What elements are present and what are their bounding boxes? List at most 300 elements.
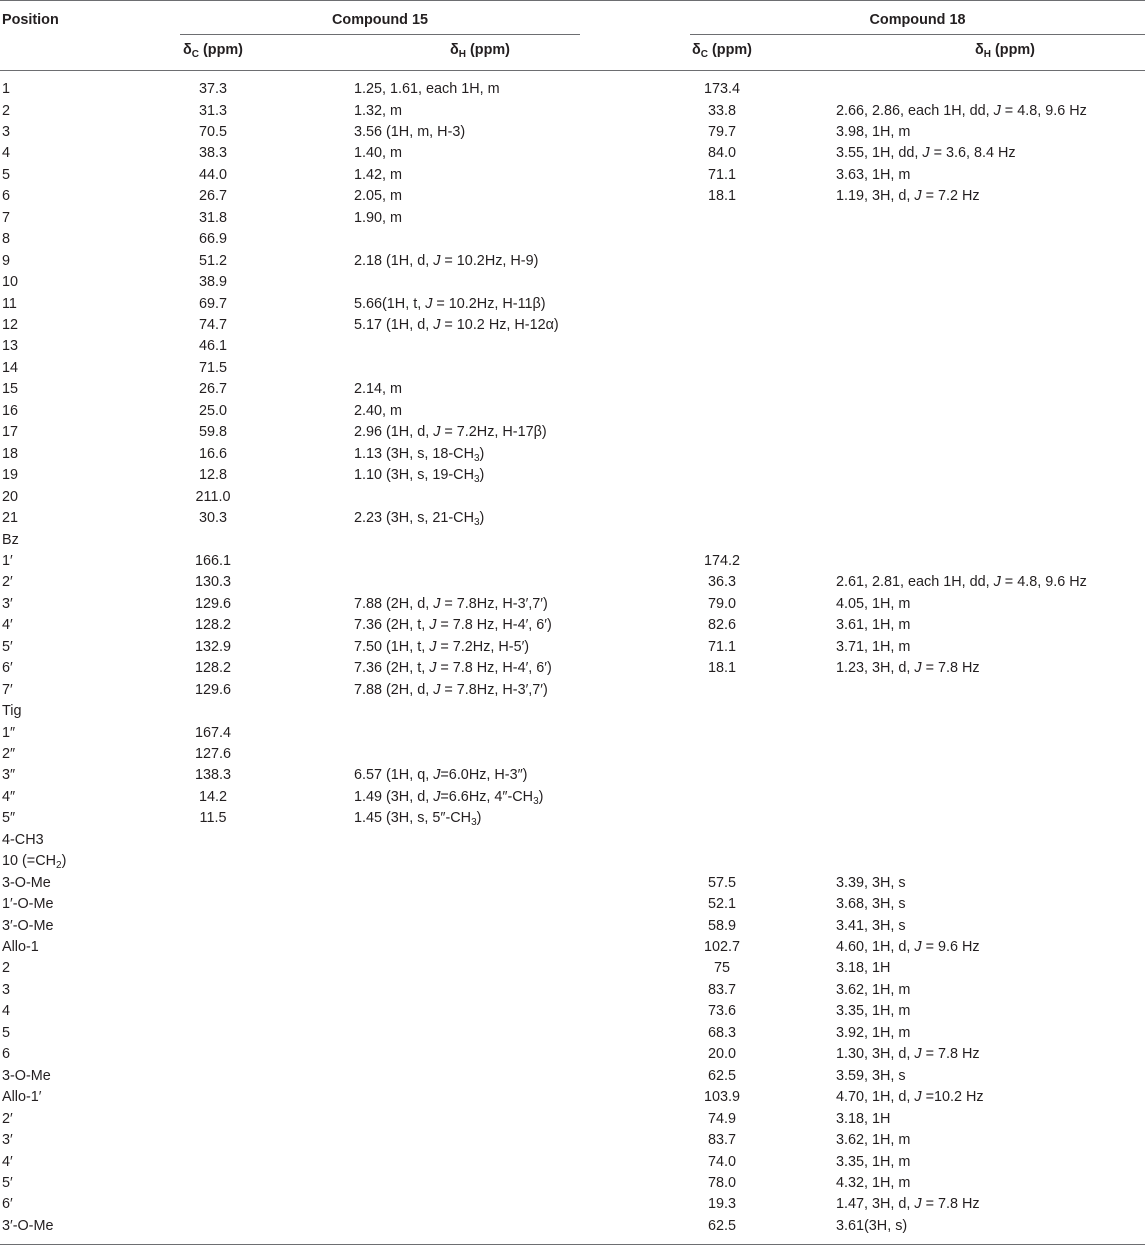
text-run: 5 — [2, 166, 11, 183]
position-cell — [2, 101, 10, 122]
text-run: = 7.8 Hz — [921, 660, 980, 677]
text-run: Allo-1 — [2, 939, 39, 955]
text-run: 5″ — [2, 810, 16, 827]
italic-text: J — [914, 660, 922, 677]
position-cell — [2, 1066, 51, 1087]
delta-c-18-cell: 174.2 — [703, 552, 740, 569]
delta-c-18-cell: 75 — [713, 960, 730, 977]
text-run: 1.49 (3H, d, — [354, 788, 434, 805]
delta-h-15-cell — [354, 615, 552, 636]
text-run: 3.59, 3H, s — [836, 1067, 906, 1084]
delta-c-18-cell: 62.5 — [707, 1067, 736, 1084]
text-run: 3.62, 1H, m — [836, 1132, 911, 1148]
text-run: 10 (=CH — [2, 853, 56, 870]
text-run: 1.23, 3H, d, — [836, 660, 915, 677]
delta-c-15-cell: 132.9 — [194, 638, 231, 655]
delta-h-15-cell — [354, 208, 402, 229]
delta-c-15-cell: 129.6 — [194, 595, 231, 612]
position-cell — [2, 830, 44, 851]
position-cell — [2, 122, 10, 143]
italic-text: J — [914, 939, 922, 955]
text-run: = 7.8 Hz, H-4′, 6′) — [436, 660, 552, 677]
delta-h-18-cell — [836, 1001, 910, 1022]
text-run: 3.92, 1H, m — [836, 1024, 911, 1041]
text-run: 11 — [2, 295, 17, 312]
text-run: = 7.8 Hz — [921, 1046, 980, 1063]
delta-h-15-cell — [354, 765, 527, 786]
header-delta-h-18 — [905, 40, 1105, 65]
text-run: 2.61, 2.81, each 1H, dd, — [836, 574, 994, 591]
delta-c-15-cell: 128.2 — [194, 660, 231, 677]
text-run: 6′ — [2, 660, 13, 677]
text-run: 4.05, 1H, m — [836, 595, 911, 612]
text-run: 3′ — [2, 1132, 13, 1148]
italic-text: J — [429, 638, 437, 655]
text-run: 1.30, 3H, d, — [836, 1046, 915, 1063]
text-run: 2′ — [2, 574, 13, 591]
text-run: 3.62, 1H, m — [836, 981, 911, 998]
italic-text: J — [433, 681, 441, 698]
position-cell — [2, 508, 18, 529]
delta-h-18-cell — [836, 594, 910, 615]
delta-h-18-cell — [836, 980, 910, 1001]
delta-c-18-cell: 102.7 — [703, 939, 740, 955]
delta-c-15-cell: 14.2 — [198, 788, 227, 805]
text-run: 3.56 (1H, m, H-3) — [354, 123, 466, 140]
position-cell — [2, 1216, 53, 1237]
delta-h-subscript: H — [458, 49, 466, 60]
italic-text: J — [433, 595, 441, 612]
text-run: = 7.8 Hz — [921, 1196, 980, 1213]
delta-c-15-cell: 26.7 — [198, 188, 227, 205]
delta-h-15-cell — [354, 508, 484, 533]
delta-h-18-cell — [836, 122, 910, 143]
text-run: 2.05, m — [354, 188, 402, 205]
delta-h-15-cell — [354, 165, 402, 186]
delta-c-15-cell: 31.3 — [198, 102, 227, 119]
text-run: 3.71, 1H, m — [836, 638, 911, 655]
position-cell — [2, 765, 15, 786]
delta-c-15-cell: 26.7 — [198, 381, 227, 398]
text-run: 4 — [2, 145, 11, 162]
text-run: ) — [479, 510, 485, 526]
delta-c-15-cell: 38.3 — [198, 145, 227, 162]
delta-c-18-cell: 71.1 — [707, 638, 736, 655]
delta-h-18-cell — [836, 186, 980, 207]
delta-h-18-cell — [836, 1152, 910, 1173]
text-run: 7.50 (1H, t, — [354, 638, 430, 655]
text-run: 3.68, 3H, s — [836, 896, 906, 913]
subscript-text: 3 — [471, 817, 477, 829]
delta-c-18-cell: 79.0 — [707, 595, 736, 612]
text-run: 3.35, 1H, m — [836, 1003, 911, 1020]
italic-text: J — [993, 574, 1001, 591]
text-run: 3.18, 1H — [836, 1110, 891, 1127]
text-run: 1 — [2, 81, 11, 97]
position-cell — [2, 401, 18, 422]
text-run: 5.66(1H, t, — [354, 295, 426, 312]
delta-h-18-cell — [836, 916, 906, 937]
delta-h-18-cell — [836, 894, 906, 915]
position-cell — [2, 143, 10, 164]
text-run: 3′ — [2, 595, 13, 612]
delta-c-18-cell: 62.5 — [707, 1217, 736, 1234]
delta-c-15-cell: 71.5 — [198, 359, 227, 376]
delta-c-15-cell: 46.1 — [198, 338, 227, 355]
text-run: 2″ — [2, 745, 16, 762]
delta-h-18-cell — [836, 937, 980, 958]
position-cell — [2, 272, 18, 293]
delta-h-15-cell — [354, 594, 548, 615]
subscript-text: 3 — [473, 517, 480, 528]
position-cell — [2, 251, 10, 272]
delta-c-18-cell: 73.6 — [707, 1003, 736, 1020]
delta-c-18-cell: 83.7 — [707, 1132, 736, 1148]
delta-h-unit: (ppm) — [466, 42, 510, 58]
text-run: 20 — [2, 488, 19, 505]
position-cell — [2, 894, 53, 915]
delta-c-15-cell: 128.2 — [194, 617, 231, 634]
text-run: 7 — [2, 209, 11, 226]
text-run: = 7.2Hz, H-17β) — [440, 424, 547, 441]
position-cell — [2, 379, 18, 400]
text-run: 10 — [2, 274, 19, 290]
text-run: =10.2 Hz — [921, 1089, 984, 1106]
position-cell — [2, 680, 13, 701]
text-run: 2 — [2, 102, 11, 119]
delta-h-15-cell — [354, 422, 547, 443]
delta-h-15-cell — [354, 79, 500, 100]
text-run: 3.61, 1H, m — [836, 617, 911, 634]
text-run: 7.88 (2H, d, — [354, 595, 434, 612]
delta-h-15-cell — [354, 122, 465, 143]
text-run: Bz — [2, 531, 19, 548]
text-run: 21 — [2, 510, 19, 526]
text-run: 2′ — [2, 1110, 13, 1127]
text-run: 18 — [2, 445, 19, 462]
delta-h-18-cell — [836, 873, 906, 894]
position-cell — [2, 572, 13, 593]
text-run: 4.70, 1H, d, — [836, 1089, 915, 1106]
delta-h-18-cell — [836, 1044, 980, 1065]
text-run: =6.0Hz, H-3″) — [440, 767, 528, 784]
delta-c-18-cell: 20.0 — [707, 1046, 736, 1063]
delta-c-18-cell: 83.7 — [707, 981, 736, 998]
delta-h-18-cell — [836, 1087, 984, 1108]
delta-c-18-cell: 52.1 — [707, 896, 736, 913]
delta-h-15-cell — [354, 465, 484, 490]
text-run: 5.17 (1H, d, — [354, 316, 434, 333]
text-run: 4.32, 1H, m — [836, 1175, 911, 1191]
italic-text: J — [429, 617, 437, 634]
delta-h-18-cell — [836, 572, 1087, 593]
delta-c-18-cell: 18.1 — [707, 660, 736, 677]
header-position: Position — [2, 12, 59, 28]
text-run: 12 — [2, 316, 19, 333]
text-run: 16 — [2, 402, 19, 419]
text-run: Tig — [2, 703, 22, 719]
text-run: 2.18 (1H, d, — [354, 252, 434, 269]
italic-text: J — [433, 788, 441, 805]
text-run: 3.35, 1H, m — [836, 1153, 911, 1170]
position-cell — [2, 551, 13, 572]
delta-h-18-cell — [836, 1023, 910, 1044]
delta-c-18-cell: 68.3 — [707, 1024, 736, 1041]
delta-c-18-cell: 74.9 — [707, 1110, 736, 1127]
text-run: 5′ — [2, 638, 13, 655]
table-bottom-rule — [0, 1244, 1145, 1245]
italic-text: J — [914, 1196, 922, 1213]
position-cell — [2, 1109, 13, 1130]
italic-text: J — [433, 424, 441, 441]
position-cell — [2, 937, 39, 958]
delta-h-18-cell — [836, 1066, 906, 1087]
position-cell — [2, 873, 51, 894]
delta-c-18-cell: 71.1 — [707, 166, 736, 183]
delta-c-15-cell: 25.0 — [198, 402, 227, 419]
delta-c-15-cell: 211.0 — [195, 488, 231, 505]
text-run: 3.63, 1H, m — [836, 166, 911, 183]
delta-h-15-cell — [354, 637, 529, 658]
delta-h-18-cell — [836, 143, 1016, 164]
text-run: 15 — [2, 381, 19, 398]
text-run: 5′ — [2, 1175, 13, 1191]
position-cell — [2, 744, 15, 765]
delta-h-15-cell — [354, 251, 538, 272]
text-run: = 7.2Hz, H-5′) — [436, 638, 530, 655]
delta-h-18-cell — [836, 1109, 890, 1130]
text-run: 3′-O-Me — [2, 917, 54, 934]
text-run: ) — [479, 467, 485, 484]
text-run: 3.39, 3H, s — [836, 874, 906, 891]
header-compound-15: Compound 15 — [332, 12, 428, 28]
compound-15-underline — [180, 34, 580, 35]
compound-18-underline — [690, 34, 1145, 35]
header-bottom-rule — [0, 70, 1145, 71]
text-run: = 10.2 Hz, H-12α) — [440, 316, 559, 333]
delta-c-15-cell: 51.2 — [198, 252, 227, 269]
text-run: Allo-1′ — [2, 1089, 42, 1106]
delta-h-15-cell — [354, 379, 402, 400]
delta-c-18-cell: 18.1 — [707, 188, 736, 205]
text-run: 1.13 (3H, s, 18-CH — [354, 445, 474, 462]
position-cell — [2, 315, 18, 336]
delta-c-15-cell: 37.3 — [198, 81, 227, 97]
position-cell — [2, 1001, 10, 1022]
delta-c-15-cell: 31.8 — [198, 209, 227, 226]
position-cell — [2, 916, 53, 937]
position-cell — [2, 637, 13, 658]
delta-h-18-cell — [836, 658, 980, 679]
position-cell — [2, 79, 10, 100]
text-run: 3-O-Me — [2, 1067, 51, 1084]
delta-c-18-cell: 84.0 — [707, 145, 736, 162]
text-run: 6 — [2, 1046, 11, 1063]
italic-text: J — [433, 316, 441, 333]
text-run: 1.45 (3H, s, 5″-CH — [354, 810, 472, 827]
delta-c-15-cell: 12.8 — [198, 467, 227, 484]
position-cell — [2, 980, 10, 1001]
subscript-text: 3 — [473, 452, 480, 464]
delta-c-18-cell: 74.0 — [707, 1153, 736, 1170]
delta-h-unit: (ppm) — [991, 42, 1035, 58]
delta-c-subscript: C — [191, 49, 199, 60]
text-run: 7.36 (2H, t, — [354, 617, 430, 634]
text-run: 1.40, m — [354, 145, 402, 162]
delta-h-15-cell — [354, 401, 402, 422]
italic-text: J — [433, 767, 441, 784]
text-run: = 3.6, 8.4 Hz — [929, 145, 1016, 162]
delta-c-unit: (ppm) — [708, 42, 752, 58]
italic-text: J — [429, 660, 437, 677]
delta-c-15-cell: 69.7 — [198, 295, 227, 312]
text-run: ) — [61, 853, 67, 870]
delta-c-15-cell: 129.6 — [194, 681, 231, 698]
delta-c-subscript: C — [700, 49, 708, 60]
position-cell — [2, 208, 10, 229]
delta-h-15-cell — [354, 808, 481, 833]
delta-h-symbol: δ — [450, 42, 459, 58]
header-compound-18: Compound 18 — [869, 12, 966, 28]
text-run: 4″ — [2, 788, 16, 805]
header-delta-h-15 — [380, 40, 580, 65]
text-run: 1.19, 3H, d, — [836, 188, 915, 205]
delta-c-18-cell: 173.4 — [703, 81, 740, 97]
text-run: 3 — [2, 981, 11, 998]
text-run: 3.61(3H, s) — [836, 1217, 908, 1234]
delta-c-18-cell: 78.0 — [707, 1175, 736, 1191]
delta-h-18-cell — [836, 637, 910, 658]
header-delta-c-15 — [168, 40, 258, 65]
text-run: 7.88 (2H, d, — [354, 681, 434, 698]
delta-c-15-cell: 166.1 — [194, 552, 231, 569]
text-run: = 9.6 Hz — [921, 939, 980, 955]
delta-c-18-cell: 36.3 — [707, 574, 736, 591]
subscript-text: 2 — [56, 860, 62, 872]
subscript-text: 3 — [533, 795, 539, 807]
delta-h-15-cell — [354, 680, 548, 701]
text-run: 1.42, m — [354, 166, 402, 183]
text-run: 1″ — [2, 724, 16, 741]
delta-h-18-cell — [836, 1194, 980, 1215]
text-run: = 7.8Hz, H-3′,7′) — [440, 681, 548, 698]
text-run: 7′ — [2, 681, 13, 698]
position-cell — [2, 808, 15, 829]
text-run: 3-O-Me — [2, 874, 51, 891]
delta-h-15-cell — [354, 101, 402, 122]
delta-c-15-cell: 59.8 — [198, 424, 227, 441]
text-run: 3 — [2, 123, 11, 140]
text-run: 1′-O-Me — [2, 896, 54, 913]
text-run: = 10.2Hz, H-11β) — [432, 295, 546, 312]
delta-h-15-cell — [354, 143, 402, 164]
delta-h-18-cell — [836, 165, 910, 186]
delta-c-18-cell: 57.5 — [707, 874, 736, 891]
position-cell — [2, 336, 18, 357]
delta-c-15-cell: 70.5 — [198, 123, 227, 140]
delta-c-18-cell: 33.8 — [707, 102, 736, 119]
delta-c-18-cell: 58.9 — [707, 917, 736, 934]
text-run: 2.66, 2.86, each 1H, dd, — [836, 102, 994, 119]
text-run: 1.10 (3H, s, 19-CH — [354, 467, 474, 484]
delta-c-symbol: δ — [183, 42, 192, 58]
text-run: = 7.2 Hz — [921, 188, 980, 205]
text-run: 2.14, m — [354, 381, 402, 398]
position-cell — [2, 594, 13, 615]
position-cell — [2, 658, 13, 679]
text-run: 4-CH3 — [2, 831, 44, 848]
text-run: =6.6Hz, 4″-CH — [440, 788, 534, 805]
text-run: 2.23 (3H, s, 21-CH — [354, 510, 474, 526]
italic-text: J — [914, 188, 922, 205]
position-cell — [2, 615, 13, 636]
position-cell — [2, 465, 18, 486]
text-run: 1′ — [2, 552, 13, 569]
delta-c-18-cell: 82.6 — [707, 617, 736, 634]
text-run: 6 — [2, 188, 11, 205]
position-cell — [2, 358, 18, 379]
delta-h-symbol: δ — [975, 42, 984, 58]
delta-c-18-cell: 19.3 — [707, 1196, 736, 1213]
text-run: 2.96 (1H, d, — [354, 424, 434, 441]
delta-h-18-cell — [836, 1130, 910, 1151]
delta-h-15-cell — [354, 186, 402, 207]
table-top-rule — [0, 0, 1145, 1]
position-cell — [2, 422, 18, 443]
position-cell — [2, 787, 15, 808]
italic-text: J — [433, 252, 441, 269]
text-run: = 7.8Hz, H-3′,7′) — [440, 595, 548, 612]
delta-h-18-cell — [836, 958, 890, 979]
delta-h-subscript: H — [983, 49, 991, 60]
text-run: 1.25, 1.61, each 1H, m — [354, 81, 500, 97]
text-run: 9 — [2, 252, 11, 269]
text-run: ) — [538, 788, 544, 805]
delta-c-15-cell: 130.3 — [194, 574, 231, 591]
delta-c-15-cell: 127.6 — [194, 745, 231, 762]
text-run: 19 — [2, 467, 19, 484]
position-cell — [2, 294, 17, 315]
text-run: 4′ — [2, 617, 13, 634]
text-run: 2.40, m — [354, 402, 402, 419]
position-cell — [2, 1173, 13, 1194]
italic-text: J — [922, 145, 930, 162]
position-cell — [2, 701, 21, 722]
text-run: = 4.8, 9.6 Hz — [1000, 102, 1087, 119]
delta-h-15-cell — [354, 315, 559, 336]
delta-h-18-cell — [836, 101, 1087, 122]
position-cell — [2, 723, 15, 744]
text-run: 3.98, 1H, m — [836, 123, 911, 140]
text-run: 3.55, 1H, dd, — [836, 145, 923, 162]
text-run: 8 — [2, 231, 11, 248]
position-cell — [2, 530, 19, 551]
subscript-text: 3 — [473, 474, 480, 486]
text-run: 4′ — [2, 1153, 13, 1170]
position-cell — [2, 1130, 13, 1151]
text-run: 2 — [2, 960, 11, 977]
italic-text: J — [914, 1089, 922, 1106]
text-run: 6′ — [2, 1196, 13, 1213]
delta-c-15-cell: 16.6 — [198, 445, 227, 462]
text-run: 7.36 (2H, t, — [354, 660, 430, 677]
text-run: 3.41, 3H, s — [836, 917, 906, 934]
position-cell — [2, 487, 18, 508]
position-cell — [2, 165, 10, 186]
delta-c-15-cell: 138.3 — [194, 767, 231, 784]
italic-text: J — [993, 102, 1001, 119]
text-run: 4 — [2, 1003, 11, 1020]
